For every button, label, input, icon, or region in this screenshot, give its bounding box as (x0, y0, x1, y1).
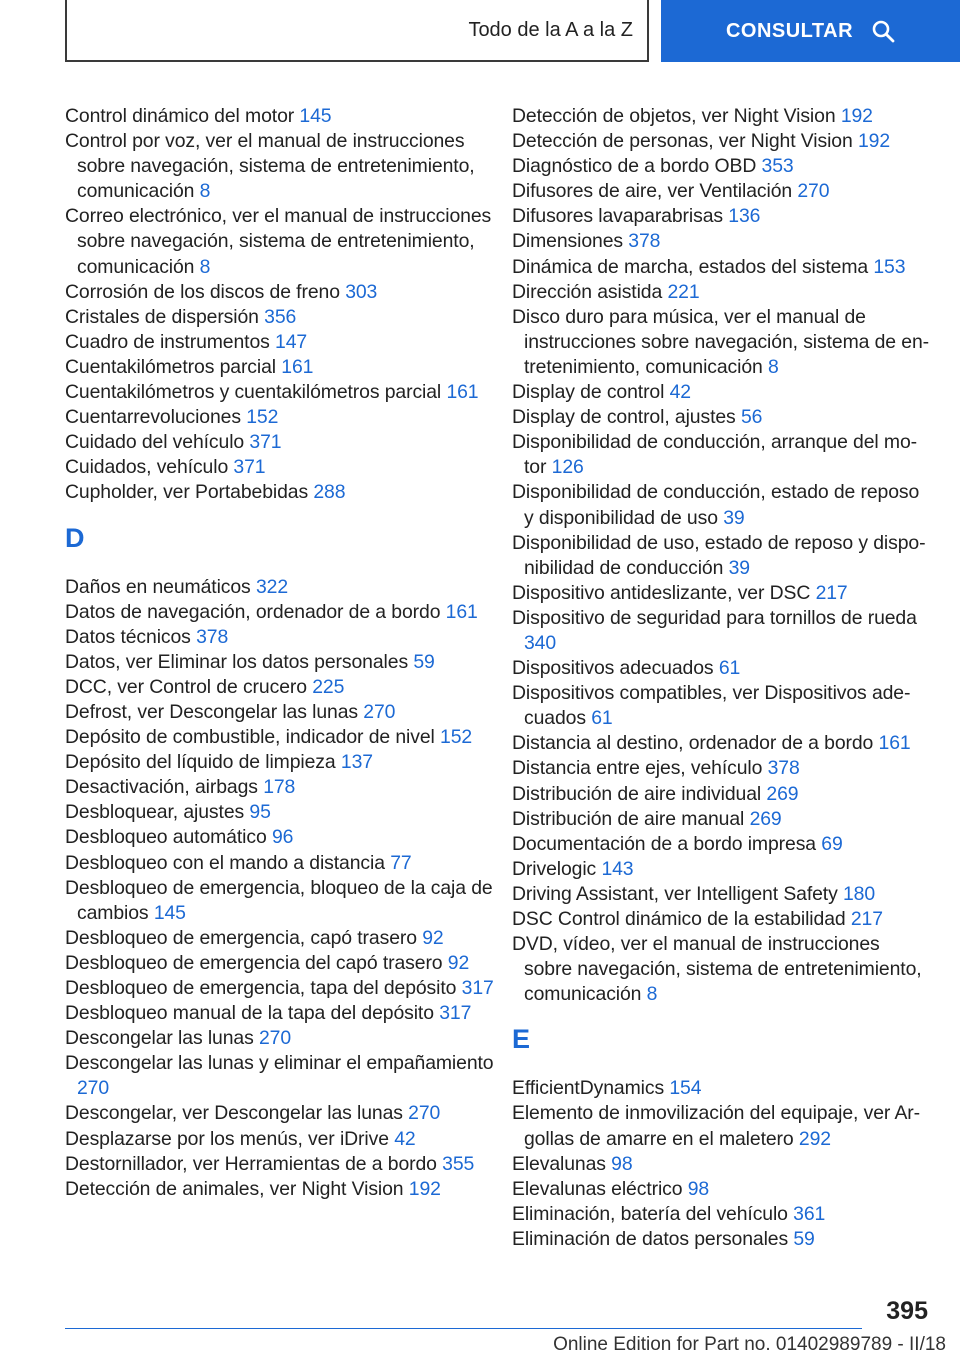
index-entry (512, 857, 932, 882)
index-entry-text: Eliminación, batería del vehículo (512, 1202, 788, 1225)
index-entry-text: Cuentakilómetros y cuentakilómetros parcial (65, 381, 442, 404)
index-entry-text: Distancia entre ejes, vehículo (512, 757, 763, 780)
index-entry (512, 480, 932, 530)
index-entry-page-link[interactable]: 153 (873, 255, 906, 278)
index-entry-text: Disponibilidad de uso, estado de reposo y disponibilidad de conducción (512, 531, 926, 579)
index-entry-page-link[interactable]: 225 (312, 675, 345, 698)
header-tab-label: Todo de la A a la Z (468, 18, 633, 41)
index-entry (65, 976, 495, 1001)
index-entry (512, 280, 932, 305)
index-entry (65, 1152, 495, 1177)
index-entry-page-link[interactable]: 192 (857, 130, 891, 153)
index-entry-page-link[interactable]: 8 (768, 355, 779, 378)
index-entry (65, 876, 495, 926)
index-entry-text: Distancia al destino, ordenador de a bordo (512, 732, 874, 755)
index-entry (512, 1177, 932, 1202)
index-entry-page-link[interactable]: 136 (728, 205, 761, 228)
index-entry-text: Display de control, ajustes (512, 406, 736, 429)
index-entry (512, 581, 932, 606)
index-entry (512, 782, 932, 807)
search-icon (871, 19, 895, 43)
index-entry-text: Disponibilidad de conducción, arranque del motor (512, 431, 918, 479)
index-entry (65, 455, 495, 480)
index-entry-text: Eliminación de datos personales (512, 1227, 789, 1250)
index-entry-page-link[interactable]: 161 (878, 732, 911, 755)
index-entry (65, 775, 495, 800)
index-entry-text: Dimensiones (512, 230, 623, 253)
index-entry-text: Cupholder, ver Portabebidas (65, 481, 309, 504)
index-entry (65, 104, 495, 129)
index-entry-text: Difusores de aire, ver Ventilación (512, 180, 793, 203)
index-entry-text: Display de control (512, 381, 665, 404)
index-entry-page-link[interactable]: 92 (422, 926, 444, 949)
index-entry (65, 600, 495, 625)
index-entry-page-link[interactable]: 152 (246, 406, 279, 429)
index-entry (65, 204, 495, 279)
index-entry-text: Dispositivos compatibles, ver Dispositivos adecuados (512, 682, 911, 730)
index-entry-text: Documentación de a bordo impresa (512, 832, 816, 855)
index-entry (65, 825, 495, 850)
index-entry-page-link[interactable]: 355 (442, 1152, 475, 1175)
index-entry-text: Depósito del líquido de limpieza (65, 751, 336, 774)
index-entry-page-link[interactable]: 42 (394, 1127, 416, 1150)
index-column-right (512, 104, 932, 1252)
index-entry (512, 154, 932, 179)
index-entry-text: Dinámica de marcha, estados del sistema (512, 255, 869, 278)
index-entry-page-link[interactable]: 98 (611, 1152, 633, 1175)
index-entry-text: Desbloqueo automático (65, 826, 267, 849)
index-entry-page-link[interactable]: 217 (850, 908, 883, 930)
index-entry-text: Drivelogic (512, 857, 597, 880)
index-entry (512, 204, 932, 229)
index-entry-page-link[interactable]: 61 (591, 707, 613, 730)
index-entry-page-link[interactable]: 56 (740, 406, 763, 429)
index-entry (512, 129, 932, 154)
index-entry-page-link[interactable]: 292 (798, 1127, 831, 1150)
index-entry (65, 750, 495, 775)
footer-divider (65, 1328, 862, 1329)
index-entry-page-link[interactable]: 145 (299, 105, 332, 127)
index-entry-text: Detección de personas, ver Night Vision (512, 130, 853, 153)
index-entry (512, 681, 932, 731)
index-entry (512, 606, 932, 656)
index-entry-text: Elevalunas eléctrico (512, 1177, 683, 1200)
index-entry-text: Depósito de combustible, indicador de nivel (65, 726, 435, 749)
index-entry-page-link[interactable]: 180 (843, 882, 876, 905)
index-entry-page-link[interactable]: 143 (601, 857, 634, 880)
index-entry-text: Cuentarrevoluciones (65, 406, 241, 429)
index-entry (512, 882, 932, 907)
index-entry-text: Destornillador, ver Herramientas de a bordo (65, 1152, 437, 1175)
section-letter: D (65, 522, 85, 553)
index-entry-page-link[interactable]: 59 (413, 650, 435, 673)
index-entry (512, 531, 932, 581)
index-entry-page-link[interactable]: 152 (440, 726, 473, 749)
index-entry-text: Daños en neumáticos (65, 575, 251, 598)
index-entry-page-link[interactable]: 61 (718, 657, 741, 680)
index-entry (512, 179, 932, 204)
index-entry-text: Datos, ver Eliminar los datos personales (65, 650, 409, 673)
index-entry (65, 1127, 495, 1152)
index-entry-text: Control dinámico del motor (65, 105, 295, 127)
index-entry-text: DSC Control dinámico de la estabilidad (512, 908, 846, 930)
index-entry-text: Cuadro de instrumentos (65, 330, 270, 353)
index-entry-text: EfficientDynamics (512, 1077, 665, 1100)
index-entry (65, 1177, 495, 1202)
index-entry-page-link[interactable]: 270 (797, 180, 830, 203)
index-entry-text: Cristales de dispersión (65, 305, 259, 328)
index-entry-page-link[interactable]: 217 (815, 581, 848, 604)
index-entry-page-link[interactable]: 317 (461, 977, 494, 999)
index-entry-text: Desbloqueo de emergencia, bloqueo de la caja de cambios (65, 876, 493, 924)
index-entry-page-link[interactable]: 288 (313, 481, 346, 504)
index-entry-page-link[interactable]: 77 (390, 851, 412, 874)
index-entry-text: Disponibilidad de conducción, estado de reposo y disponibilidad de uso (512, 481, 920, 529)
index-entry-page-link[interactable]: 340 (524, 631, 557, 654)
index-entry (65, 430, 495, 455)
index-entry-page-link[interactable]: 39 (723, 506, 745, 529)
page-number: 395 (886, 1297, 928, 1325)
index-entry-text: Desbloqueo de emergencia, capó trasero (65, 926, 417, 949)
index-entry-page-link[interactable]: 353 (761, 155, 794, 178)
index-entry-page-link[interactable]: 269 (749, 807, 782, 830)
index-entry (65, 625, 495, 650)
index-entry (512, 229, 932, 254)
index-entry-page-link[interactable]: 96 (271, 826, 294, 849)
index-entry (512, 807, 932, 832)
index-entry-text: Desplazarse por los menús, ver iDrive (65, 1127, 389, 1150)
index-entry (512, 405, 932, 430)
index-column-left (65, 104, 495, 1202)
index-entry (65, 650, 495, 675)
index-entry-text: Desbloquear, ajustes (65, 801, 245, 824)
index-entry (65, 305, 495, 330)
index-entry (512, 932, 932, 1007)
index-entry-text: Datos técnicos (65, 625, 191, 648)
index-entry (65, 405, 495, 430)
index-entry (512, 104, 932, 129)
index-entry (512, 255, 932, 280)
index-entry-text: Correo electrónico, ver el manual de instrucciones sobre navegación, sistema de entretenimiento, comunicación (65, 205, 492, 278)
consult-button-label: CONSULTAR (725, 19, 854, 42)
index-entry-text: Cuentakilómetros parcial (65, 355, 276, 378)
index-entry-text: Descongelar las lunas (65, 1027, 254, 1050)
footer-edition: Online Edition for Part no. 01402989789 - II/18 (553, 1334, 946, 1355)
index-entry-text: DCC, ver Control de crucero (65, 675, 307, 698)
index-entry-page-link[interactable]: 371 (233, 456, 266, 479)
index-entry-text: Corrosión de los discos de freno (65, 280, 340, 303)
index-entry-page-link[interactable]: 98 (687, 1177, 710, 1200)
index-entry (65, 330, 495, 355)
index-entry-text: Dispositivos adecuados (512, 657, 714, 680)
index-entry-text: Driving Assistant, ver Intelligent Safety (512, 882, 838, 905)
index-entry-text: Detección de objetos, ver Night Vision (512, 105, 836, 127)
index-entry-page-link[interactable]: 126 (551, 456, 584, 479)
index-entry (65, 800, 495, 825)
index-entry-text: Control por voz, ver el manual de instrucciones sobre navegación, sistema de entretenimiento, comunicación (65, 130, 475, 203)
index-entry-page-link[interactable]: 145 (153, 901, 186, 924)
index-entry-page-link[interactable]: 378 (196, 625, 229, 648)
index-entry-page-link[interactable]: 269 (766, 782, 799, 805)
index-entry-page-link[interactable]: 161 (446, 381, 479, 404)
index-entry-page-link[interactable]: 371 (249, 431, 282, 454)
index-entry-page-link[interactable]: 270 (258, 1027, 292, 1050)
index-entry-page-link[interactable]: 378 (767, 757, 800, 780)
index-entry-page-link[interactable]: 192 (840, 105, 873, 127)
index-entry-text: Elevalunas (512, 1152, 606, 1175)
index-entry-page-link[interactable]: 154 (669, 1077, 702, 1100)
index-entry-page-link[interactable]: 147 (275, 330, 308, 353)
index-entry (512, 1202, 932, 1227)
index-entry (65, 380, 495, 405)
index-entry-page-link[interactable]: 8 (646, 983, 658, 1006)
index-entry-page-link[interactable]: 270 (77, 1077, 110, 1100)
index-entry-text: Desbloqueo de emergencia del capó trasero (65, 951, 443, 974)
index-entry-text: Difusores lavaparabrisas (512, 205, 723, 228)
index-entry (65, 675, 495, 700)
index-entry-text: Cuidado del vehículo (65, 431, 245, 454)
index-entry (65, 725, 495, 750)
index-entry-text: Distribución de aire manual (512, 807, 745, 830)
index-entry (65, 1101, 495, 1126)
index-entry-text: Dirección asistida (512, 280, 663, 303)
index-entry (65, 1051, 495, 1101)
index-entry (512, 430, 932, 480)
index-entry (512, 1101, 932, 1151)
index-entry-text: DVD, vídeo, ver el manual de instrucciones sobre navegación, sistema de entretenimiento, comunicación (512, 933, 922, 1006)
index-entry-text: Desbloqueo de emergencia, tapa del depósito (65, 977, 457, 999)
index-entry-page-link[interactable]: 161 (445, 600, 478, 623)
index-entry-text: Datos de navegación, ordenador de a bordo (65, 600, 441, 623)
index-entry (512, 907, 932, 932)
index-entry-page-link[interactable]: 8 (199, 255, 211, 278)
index-entry-page-link[interactable]: 356 (264, 305, 297, 328)
index-entry (512, 305, 932, 380)
section-letter: E (512, 1024, 530, 1055)
index-entry-text: Detección de animales, ver Night Vision (65, 1177, 404, 1200)
index-entry-text: Desactivación, airbags (65, 776, 258, 799)
index-entry-text: Defrost, ver Descongelar las lunas (65, 700, 358, 723)
index-entry-text: Descongelar las lunas y eliminar el empañamiento (65, 1052, 494, 1075)
index-entry-page-link[interactable]: 322 (255, 575, 289, 598)
index-entry (65, 355, 495, 380)
index-entry (512, 832, 932, 857)
index-entry (512, 656, 932, 681)
index-entry-page-link[interactable]: 8 (199, 180, 211, 203)
index-entry (512, 1076, 932, 1101)
index-entry-page-link[interactable]: 42 (669, 381, 691, 404)
index-entry-page-link[interactable]: 92 (447, 951, 470, 974)
index-entry-page-link[interactable]: 361 (793, 1202, 826, 1225)
index-entry (65, 129, 495, 204)
index-entry-text: Cuidados, vehículo (65, 456, 229, 479)
index-entry (65, 1001, 495, 1026)
index-entry (512, 1227, 932, 1252)
index-entry-page-link[interactable]: 59 (793, 1227, 815, 1250)
index-entry-text: Dispositivo antideslizante, ver DSC (512, 581, 811, 604)
index-entry-page-link[interactable]: 137 (340, 751, 373, 774)
index-entry (65, 851, 495, 876)
index-entry (512, 1152, 932, 1177)
index-entry-text: Disco duro para música, ver el manual de instrucciones sobre navegación, sistema de entretenimiento, comunicación (512, 305, 930, 378)
index-entry-text: Dispositivo de seguridad para tornillos de rueda (512, 606, 917, 629)
index-entry-page-link[interactable]: 69 (821, 832, 843, 855)
index-entry (512, 756, 932, 781)
index-entry-text: Desbloqueo manual de la tapa del depósito (65, 1002, 434, 1025)
index-entry (65, 575, 495, 600)
index-entry-text: Distribución de aire individual (512, 782, 762, 805)
index-entry-page-link[interactable]: 178 (263, 776, 296, 799)
index-entry-page-link[interactable]: 303 (345, 280, 378, 303)
index-entry-page-link[interactable]: 221 (667, 280, 700, 303)
consult-button[interactable] (661, 0, 960, 62)
index-entry-page-link[interactable]: 95 (249, 801, 271, 824)
index-entry-text: Descongelar, ver Descongelar las lunas (65, 1102, 403, 1125)
index-entry-page-link[interactable]: 270 (363, 700, 396, 723)
index-entry (65, 480, 495, 505)
header-tab-index[interactable] (65, 0, 649, 62)
index-entry (65, 951, 495, 976)
index-entry-text: Elemento de inmovilización del equipaje, ver Argollas de amarre en el maletero (512, 1102, 921, 1150)
index-entry (65, 1026, 495, 1051)
index-entry-text: Diagnóstico de a bordo OBD (512, 155, 757, 178)
index-entry (65, 700, 495, 725)
index-entry (512, 380, 932, 405)
index-entry-page-link[interactable]: 192 (408, 1177, 441, 1200)
index-entry-page-link[interactable]: 317 (439, 1002, 472, 1025)
index-entry-page-link[interactable]: 270 (408, 1102, 441, 1125)
index-entry (512, 731, 932, 756)
index-entry-page-link[interactable]: 39 (728, 556, 750, 579)
index-entry (65, 926, 495, 951)
index-entry (65, 280, 495, 305)
index-entry-text: Desbloqueo con el mando a distancia (65, 851, 385, 874)
index-entry-page-link[interactable]: 378 (628, 230, 661, 253)
index-entry-page-link[interactable]: 161 (281, 355, 314, 378)
